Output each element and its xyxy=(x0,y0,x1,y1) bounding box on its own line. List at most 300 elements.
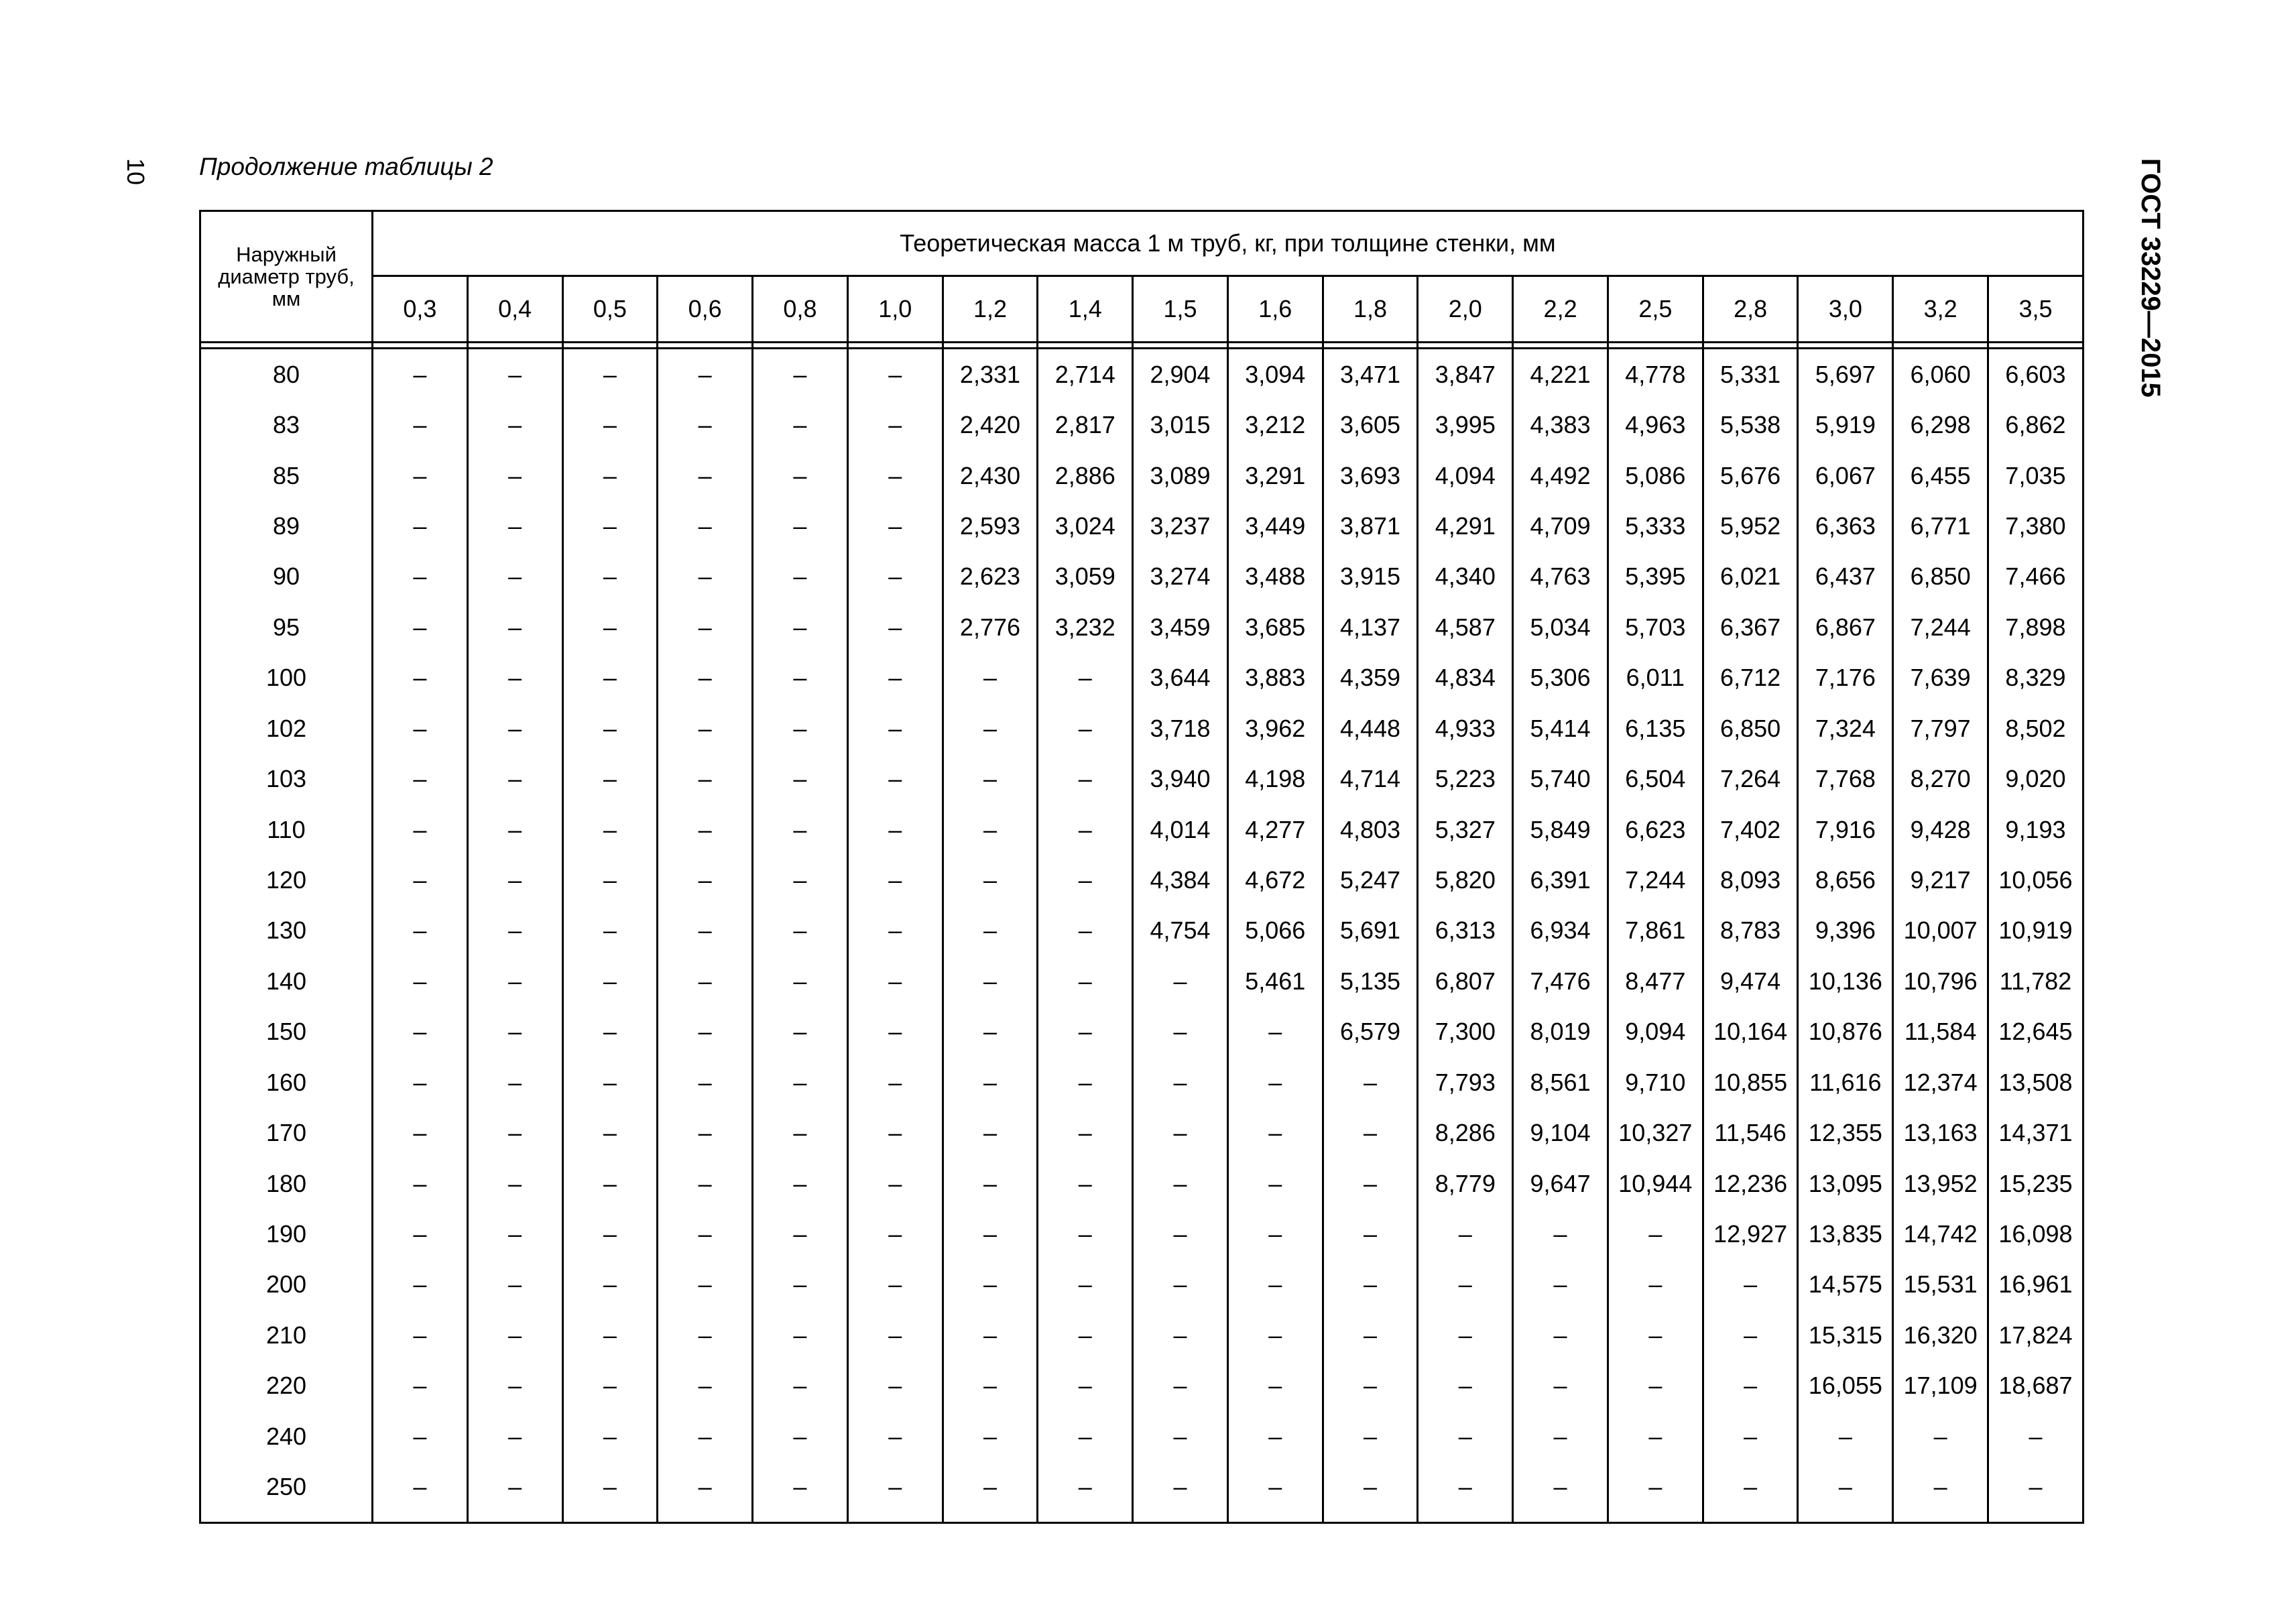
mass-cell: – xyxy=(847,956,943,1006)
mass-cell: 4,198 xyxy=(1227,754,1323,804)
mass-cell: 14,575 xyxy=(1798,1260,1893,1310)
mass-cell: – xyxy=(943,804,1038,855)
mass-cell: – xyxy=(373,450,468,501)
mass-cell: 4,137 xyxy=(1323,602,1418,652)
thickness-header: 2,2 xyxy=(1513,276,1608,343)
mass-cell: – xyxy=(1988,1461,2083,1522)
thickness-header: 0,5 xyxy=(562,276,658,343)
diameter-cell: 103 xyxy=(200,754,373,804)
mass-cell: 5,538 xyxy=(1703,400,1798,450)
mass-cell: 8,656 xyxy=(1798,855,1893,905)
mass-cell: – xyxy=(1988,1411,2083,1461)
mass-cell: – xyxy=(562,400,658,450)
mass-cell: – xyxy=(658,450,753,501)
mass-cell: 6,060 xyxy=(1893,349,1988,400)
mass-cell: 2,776 xyxy=(943,602,1038,652)
mass-cell: – xyxy=(1703,1411,1798,1461)
table-row xyxy=(200,855,2083,905)
diameter-cell: 102 xyxy=(200,703,373,754)
table-row xyxy=(200,349,2083,400)
mass-cell: – xyxy=(467,400,562,450)
mass-cell: 4,754 xyxy=(1133,906,1228,956)
mass-cell: 2,420 xyxy=(943,400,1038,450)
mass-cell: – xyxy=(658,1209,753,1259)
mass-cell: – xyxy=(1227,1461,1323,1522)
mass-cell: 5,919 xyxy=(1798,400,1893,450)
mass-cell: 6,391 xyxy=(1513,855,1608,905)
diameter-cell: 200 xyxy=(200,1260,373,1310)
mass-cell: 4,778 xyxy=(1608,349,1703,400)
mass-cell: 6,934 xyxy=(1513,906,1608,956)
mass-cell: – xyxy=(1038,906,1133,956)
mass-cell: – xyxy=(753,855,848,905)
mass-cell: – xyxy=(1038,1007,1133,1057)
table-row xyxy=(200,956,2083,1006)
diameter-cell: 89 xyxy=(200,501,373,551)
mass-cell: 3,871 xyxy=(1323,501,1418,551)
diameter-cell: 95 xyxy=(200,602,373,652)
mass-cell: – xyxy=(373,1007,468,1057)
mass-cell: 9,396 xyxy=(1798,906,1893,956)
mass-cell: 5,676 xyxy=(1703,450,1798,501)
mass-cell: – xyxy=(1608,1260,1703,1310)
diameter-cell: 220 xyxy=(200,1361,373,1411)
mass-cell: 13,095 xyxy=(1798,1158,1893,1209)
mass-cell: 5,414 xyxy=(1513,703,1608,754)
mass-cell: – xyxy=(562,1411,658,1461)
mass-cell: – xyxy=(658,703,753,754)
mass-cell: 3,605 xyxy=(1323,400,1418,450)
mass-cell: 10,007 xyxy=(1893,906,1988,956)
mass-cell: 12,645 xyxy=(1988,1007,2083,1057)
mass-cell: 3,693 xyxy=(1323,450,1418,501)
mass-cell: – xyxy=(1038,1107,1133,1158)
mass-cell: – xyxy=(562,1310,658,1360)
mass-cell: 4,340 xyxy=(1418,552,1513,602)
mass-cell: 2,817 xyxy=(1038,400,1133,450)
mass-cell: – xyxy=(753,349,848,400)
mass-cell: 6,313 xyxy=(1418,906,1513,956)
table-row xyxy=(200,653,2083,703)
mass-cell: – xyxy=(658,349,753,400)
thickness-header: 2,8 xyxy=(1703,276,1798,343)
mass-cell: – xyxy=(1608,1310,1703,1360)
diameter-cell: 80 xyxy=(200,349,373,400)
mass-cell: 8,477 xyxy=(1608,956,1703,1006)
mass-cell: 7,380 xyxy=(1988,501,2083,551)
mass-cell: – xyxy=(847,1361,943,1411)
mass-cell: – xyxy=(753,1158,848,1209)
mass-cell: 7,466 xyxy=(1988,552,2083,602)
mass-cell: – xyxy=(1703,1260,1798,1310)
mass-cell: 5,849 xyxy=(1513,804,1608,855)
table-row xyxy=(200,450,2083,501)
mass-cell: 13,508 xyxy=(1988,1057,2083,1107)
mass-cell: – xyxy=(658,552,753,602)
mass-cell: 7,244 xyxy=(1893,602,1988,652)
mass-cell: 6,579 xyxy=(1323,1007,1418,1057)
mass-cell: 16,055 xyxy=(1798,1361,1893,1411)
mass-cell: – xyxy=(562,501,658,551)
mass-cell: 6,067 xyxy=(1798,450,1893,501)
mass-cell: – xyxy=(753,501,848,551)
mass-cell: – xyxy=(467,906,562,956)
mass-cell: – xyxy=(658,400,753,450)
mass-cell: 3,449 xyxy=(1227,501,1323,551)
thickness-header: 1,4 xyxy=(1038,276,1133,343)
mass-cell: 5,333 xyxy=(1608,501,1703,551)
mass-cell: 12,236 xyxy=(1703,1158,1798,1209)
mass-cell: – xyxy=(562,1209,658,1259)
mass-cell: 10,855 xyxy=(1703,1057,1798,1107)
mass-cell: 4,291 xyxy=(1418,501,1513,551)
mass-cell: – xyxy=(943,1007,1038,1057)
mass-cell: – xyxy=(753,1260,848,1310)
mass-cell: 5,952 xyxy=(1703,501,1798,551)
mass-cell: – xyxy=(1513,1209,1608,1259)
mass-cell: – xyxy=(1038,1057,1133,1107)
mass-header: Теоретическая масса 1 м труб, кг, при толщине стенки, мм xyxy=(373,211,2083,276)
mass-cell: – xyxy=(373,1107,468,1158)
mass-cell: – xyxy=(847,552,943,602)
mass-cell: – xyxy=(1798,1411,1893,1461)
mass-cell: 5,740 xyxy=(1513,754,1608,804)
mass-cell: – xyxy=(658,1057,753,1107)
mass-cell: – xyxy=(373,602,468,652)
mass-cell: 5,247 xyxy=(1323,855,1418,905)
mass-cell: 8,270 xyxy=(1893,754,1988,804)
mass-cell: 4,221 xyxy=(1513,349,1608,400)
document-id: ГОСТ 33229—2015 xyxy=(2136,158,2165,398)
mass-cell: – xyxy=(847,1411,943,1461)
mass-cell: – xyxy=(562,1461,658,1522)
mass-cell: – xyxy=(1227,1310,1323,1360)
diameter-cell: 180 xyxy=(200,1158,373,1209)
mass-cell: – xyxy=(562,855,658,905)
mass-cell: 4,834 xyxy=(1418,653,1513,703)
mass-cell: 6,807 xyxy=(1418,956,1513,1006)
table-row xyxy=(200,1158,2083,1209)
diameter-cell: 250 xyxy=(200,1461,373,1522)
mass-cell: – xyxy=(943,1260,1038,1310)
mass-cell: 3,883 xyxy=(1227,653,1323,703)
mass-cell: – xyxy=(467,1209,562,1259)
mass-cell: – xyxy=(753,1107,848,1158)
mass-cell: – xyxy=(943,703,1038,754)
mass-cell: – xyxy=(562,906,658,956)
mass-cell: – xyxy=(1133,1158,1228,1209)
mass-cell: – xyxy=(1323,1107,1418,1158)
table-row xyxy=(200,1007,2083,1057)
thickness-header: 1,8 xyxy=(1323,276,1418,343)
mass-cell: 5,820 xyxy=(1418,855,1513,905)
mass-cell: – xyxy=(1703,1361,1798,1411)
mass-cell: – xyxy=(1513,1461,1608,1522)
mass-cell: – xyxy=(373,1361,468,1411)
mass-cell: – xyxy=(562,653,658,703)
mass-cell: – xyxy=(373,653,468,703)
mass-cell: 3,089 xyxy=(1133,450,1228,501)
mass-cell: 7,768 xyxy=(1798,754,1893,804)
mass-cell: 3,212 xyxy=(1227,400,1323,450)
mass-cell: 5,306 xyxy=(1513,653,1608,703)
mass-cell: 8,329 xyxy=(1988,653,2083,703)
mass-cell: – xyxy=(467,1057,562,1107)
mass-cell: – xyxy=(1133,1361,1228,1411)
mass-cell: – xyxy=(847,1007,943,1057)
table-row xyxy=(200,1057,2083,1107)
mass-cell: 8,019 xyxy=(1513,1007,1608,1057)
mass-cell: 7,324 xyxy=(1798,703,1893,754)
mass-cell: – xyxy=(1418,1361,1513,1411)
mass-cell: – xyxy=(1227,1209,1323,1259)
mass-cell: 7,476 xyxy=(1513,956,1608,1006)
mass-cell: 15,315 xyxy=(1798,1310,1893,1360)
mass-cell: – xyxy=(847,349,943,400)
mass-cell: 12,927 xyxy=(1703,1209,1798,1259)
mass-cell: – xyxy=(658,653,753,703)
mass-cell: 7,916 xyxy=(1798,804,1893,855)
diameter-cell: 83 xyxy=(200,400,373,450)
mass-cell: – xyxy=(1893,1461,1988,1522)
mass-cell: – xyxy=(658,1411,753,1461)
mass-cell: – xyxy=(658,1007,753,1057)
diameter-cell: 170 xyxy=(200,1107,373,1158)
mass-cell: – xyxy=(562,552,658,602)
mass-cell: 3,995 xyxy=(1418,400,1513,450)
mass-cell: – xyxy=(753,1461,848,1522)
mass-cell: 9,710 xyxy=(1608,1057,1703,1107)
thickness-header: 1,5 xyxy=(1133,276,1228,343)
mass-cell: 9,647 xyxy=(1513,1158,1608,1209)
mass-cell: – xyxy=(658,906,753,956)
diameter-cell: 100 xyxy=(200,653,373,703)
mass-cell: – xyxy=(847,906,943,956)
mass-cell: – xyxy=(1703,1310,1798,1360)
mass-cell: – xyxy=(753,400,848,450)
mass-cell: – xyxy=(943,754,1038,804)
mass-cell: – xyxy=(658,602,753,652)
mass-cell: – xyxy=(1418,1461,1513,1522)
mass-cell: – xyxy=(562,1107,658,1158)
mass-cell: – xyxy=(943,1107,1038,1158)
mass-cell: 4,448 xyxy=(1323,703,1418,754)
mass-cell: – xyxy=(1133,1310,1228,1360)
mass-cell: – xyxy=(1133,1007,1228,1057)
mass-cell: – xyxy=(1323,1461,1418,1522)
mass-cell: – xyxy=(1323,1310,1418,1360)
mass-cell: – xyxy=(562,754,658,804)
mass-cell: – xyxy=(943,1057,1038,1107)
mass-cell: 18,687 xyxy=(1988,1361,2083,1411)
diameter-header: Наружный диаметр труб, мм xyxy=(200,211,373,343)
mass-cell: 3,940 xyxy=(1133,754,1228,804)
mass-cell: – xyxy=(847,602,943,652)
mass-cell: 3,847 xyxy=(1418,349,1513,400)
mass-cell: – xyxy=(562,1057,658,1107)
mass-cell: – xyxy=(1038,653,1133,703)
diameter-cell: 210 xyxy=(200,1310,373,1360)
mass-cell: – xyxy=(658,956,753,1006)
mass-cell: 4,094 xyxy=(1418,450,1513,501)
mass-cell: 14,742 xyxy=(1893,1209,1988,1259)
mass-cell: 2,904 xyxy=(1133,349,1228,400)
mass-cell: 3,015 xyxy=(1133,400,1228,450)
mass-cell: – xyxy=(753,1310,848,1360)
table-row xyxy=(200,1461,2083,1522)
mass-cell: 5,223 xyxy=(1418,754,1513,804)
mass-cell: – xyxy=(658,1361,753,1411)
mass-cell: 7,244 xyxy=(1608,855,1703,905)
mass-cell: – xyxy=(1608,1361,1703,1411)
mass-cell: 5,327 xyxy=(1418,804,1513,855)
mass-cell: 17,109 xyxy=(1893,1361,1988,1411)
mass-cell: 6,623 xyxy=(1608,804,1703,855)
mass-cell: – xyxy=(562,349,658,400)
mass-cell: – xyxy=(467,1158,562,1209)
thickness-header: 1,6 xyxy=(1227,276,1323,343)
mass-cell: – xyxy=(847,1057,943,1107)
mass-cell: – xyxy=(562,703,658,754)
mass-cell: – xyxy=(753,703,848,754)
mass-cell: 4,709 xyxy=(1513,501,1608,551)
mass-cell: 10,056 xyxy=(1988,855,2083,905)
mass-cell: 6,367 xyxy=(1703,602,1798,652)
mass-cell: 6,363 xyxy=(1798,501,1893,551)
table-row xyxy=(200,906,2083,956)
mass-cell: 8,561 xyxy=(1513,1057,1608,1107)
mass-cell: – xyxy=(847,1107,943,1158)
mass-cell: 5,691 xyxy=(1323,906,1418,956)
mass-cell: – xyxy=(467,653,562,703)
mass-cell: – xyxy=(1513,1411,1608,1461)
mass-cell: 4,803 xyxy=(1323,804,1418,855)
mass-cell: 16,320 xyxy=(1893,1310,1988,1360)
mass-cell: – xyxy=(1038,1209,1133,1259)
mass-cell: – xyxy=(467,501,562,551)
mass-cell: – xyxy=(373,349,468,400)
mass-cell: – xyxy=(373,1057,468,1107)
mass-cell: 7,035 xyxy=(1988,450,2083,501)
mass-cell: 12,374 xyxy=(1893,1057,1988,1107)
mass-cell: – xyxy=(1133,1461,1228,1522)
diameter-cell: 150 xyxy=(200,1007,373,1057)
mass-cell: 11,782 xyxy=(1988,956,2083,1006)
mass-cell: 3,915 xyxy=(1323,552,1418,602)
table-caption: Продолжение таблицы 2 xyxy=(199,153,493,180)
mass-cell: – xyxy=(562,956,658,1006)
mass-cell: 10,944 xyxy=(1608,1158,1703,1209)
mass-cell: – xyxy=(1418,1260,1513,1310)
mass-cell: – xyxy=(753,653,848,703)
mass-cell: – xyxy=(373,1411,468,1461)
mass-cell: – xyxy=(753,1007,848,1057)
mass-cell: – xyxy=(1133,1260,1228,1310)
mass-cell: – xyxy=(1038,1310,1133,1360)
thickness-header: 0,4 xyxy=(467,276,562,343)
mass-cell: 10,164 xyxy=(1703,1007,1798,1057)
mass-cell: 6,437 xyxy=(1798,552,1893,602)
mass-cell: – xyxy=(847,653,943,703)
mass-cell: – xyxy=(1038,1260,1133,1310)
mass-cell: 6,298 xyxy=(1893,400,1988,450)
mass-cell: 4,714 xyxy=(1323,754,1418,804)
diameter-cell: 190 xyxy=(200,1209,373,1259)
mass-cell: – xyxy=(753,956,848,1006)
diameter-cell: 160 xyxy=(200,1057,373,1107)
mass-cell: – xyxy=(1038,804,1133,855)
mass-cell: 2,886 xyxy=(1038,450,1133,501)
mass-cell: – xyxy=(1227,1057,1323,1107)
mass-cell: – xyxy=(658,855,753,905)
mass-cell: 11,616 xyxy=(1798,1057,1893,1107)
mass-cell: 5,135 xyxy=(1323,956,1418,1006)
mass-cell: – xyxy=(467,450,562,501)
thickness-header: 0,3 xyxy=(373,276,468,343)
mass-cell: – xyxy=(373,855,468,905)
mass-cell: 4,587 xyxy=(1418,602,1513,652)
mass-cell: 4,014 xyxy=(1133,804,1228,855)
mass-cell: 7,176 xyxy=(1798,653,1893,703)
mass-cell: 7,861 xyxy=(1608,906,1703,956)
mass-cell: – xyxy=(1038,1158,1133,1209)
mass-cell: – xyxy=(943,653,1038,703)
mass-cell: 4,672 xyxy=(1227,855,1323,905)
mass-cell: 7,639 xyxy=(1893,653,1988,703)
mass-cell: – xyxy=(658,754,753,804)
mass-cell: 6,135 xyxy=(1608,703,1703,754)
mass-cell: – xyxy=(1133,1107,1228,1158)
mass-cell: 13,952 xyxy=(1893,1158,1988,1209)
mass-cell: 9,474 xyxy=(1703,956,1798,1006)
mass-cell: – xyxy=(1038,1361,1133,1411)
mass-cell: – xyxy=(1133,1057,1228,1107)
mass-cell: 13,163 xyxy=(1893,1107,1988,1158)
mass-cell: – xyxy=(847,1310,943,1360)
diameter-cell: 90 xyxy=(200,552,373,602)
mass-cell: – xyxy=(1418,1310,1513,1360)
mass-cell: – xyxy=(373,552,468,602)
mass-cell: 3,232 xyxy=(1038,602,1133,652)
mass-cell: – xyxy=(943,1411,1038,1461)
table-row xyxy=(200,754,2083,804)
mass-cell: 2,430 xyxy=(943,450,1038,501)
table-row xyxy=(200,804,2083,855)
thickness-header: 2,0 xyxy=(1418,276,1513,343)
mass-cell: 4,384 xyxy=(1133,855,1228,905)
mass-cell: 5,086 xyxy=(1608,450,1703,501)
mass-cell: – xyxy=(1608,1411,1703,1461)
mass-cell: – xyxy=(1038,956,1133,1006)
mass-cell: 14,371 xyxy=(1988,1107,2083,1158)
diameter-cell: 85 xyxy=(200,450,373,501)
mass-cell: – xyxy=(658,1310,753,1360)
thickness-header: 3,0 xyxy=(1798,276,1893,343)
mass-cell: – xyxy=(1513,1310,1608,1360)
mass-cell: – xyxy=(562,450,658,501)
mass-cell: – xyxy=(1703,1461,1798,1522)
table-row xyxy=(200,703,2083,754)
mass-cell: – xyxy=(1513,1361,1608,1411)
table-row xyxy=(200,552,2083,602)
mass-cell: 6,455 xyxy=(1893,450,1988,501)
mass-cell: – xyxy=(753,1057,848,1107)
mass-cell: 6,021 xyxy=(1703,552,1798,602)
mass-cell: – xyxy=(753,1361,848,1411)
mass-cell: 3,718 xyxy=(1133,703,1228,754)
mass-cell: – xyxy=(373,1209,468,1259)
mass-cell: 3,291 xyxy=(1227,450,1323,501)
